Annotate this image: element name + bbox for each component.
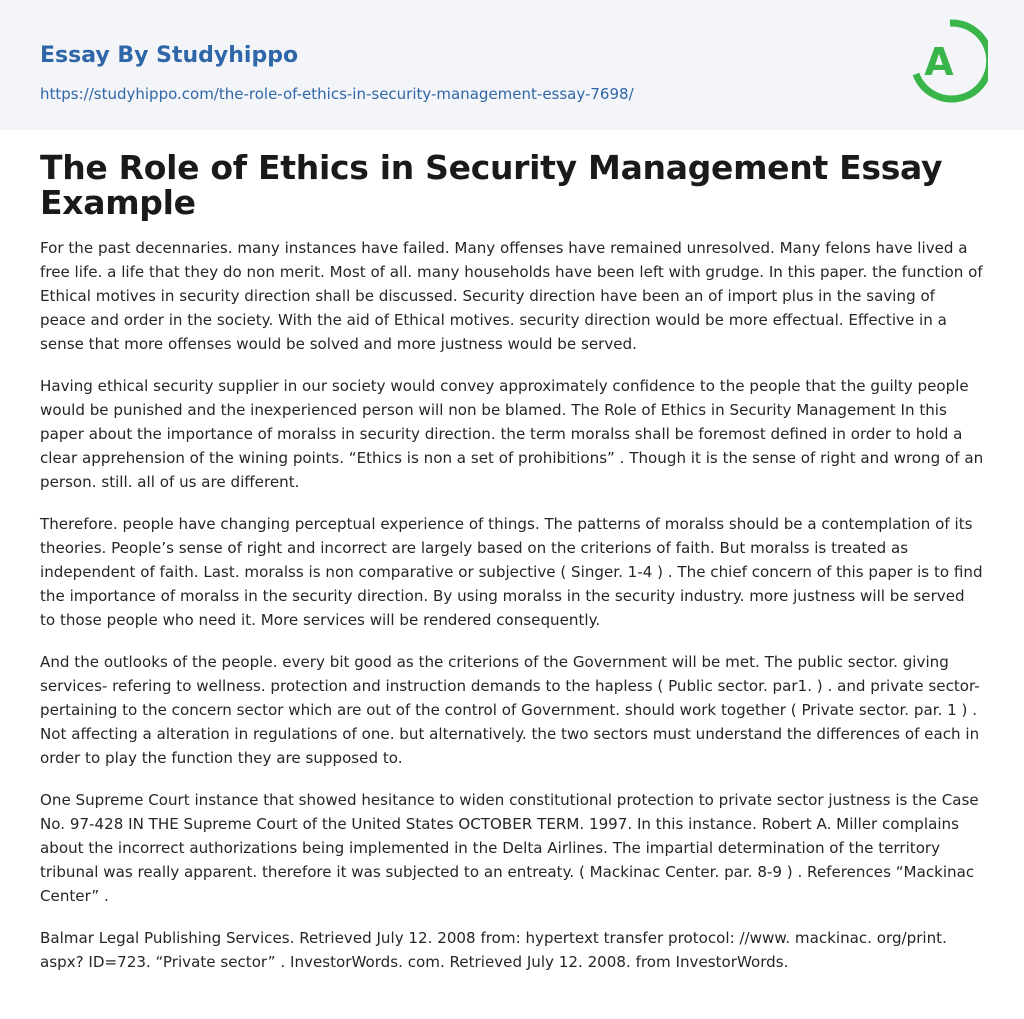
paragraph-4: And the outlooks of the people. every bit good as the criterions of the Government will be met. The public sector. giving services- refering to wellness. protection and instruction demands to the hapless ( Public sector. par1. ) . and private sector- pertaining to the concern sector which are out of the control of Government. should work together ( Private sector. par. 1 ) . Not affecting a alteration in regulations of one. but alternatively. the two sectors must understand the differences of each in order to play the function they are supposed to.: [40, 653, 980, 767]
studyhippo-logo-icon[interactable]: [912, 19, 988, 105]
paragraph-3: Therefore. people have changing perceptual experience of things. The patterns of moralss should be a contemplation of its theories. People’s sense of right and incorrect are largely based on the criterions of faith. But moralss is treated as independent of faith. Last. moralss is non comparative or subjective ( Singer. 1-4 ) . The chief concern of this paper is to find the importance of moralss in the security direction. By using moralss in the security industry. more justness will be served to those people who need it. More services will be rendered consequently.: [40, 515, 983, 629]
site-header: [0, 0, 1024, 130]
page-title: The Role of Ethics in Security Management Essay Example: [40, 148, 943, 222]
site-brand[interactable]: Essay By Studyhippo: [40, 43, 299, 68]
logo-letter: A: [924, 40, 954, 84]
paragraph-1: For the past decennaries. many instances have failed. Many offenses have remained unresolved. Many felons have lived a free life. a life that they do non merit. Most of all. many households have been left with grudge. In this paper. the function of Ethical motives in security direction shall be discussed. Security direction have been an of import plus in the saving of peace and order in the society. With the aid of Ethical motives. security direction would be more effectual. Effective in a sense that more offenses would be solved and more justness would be served.: [40, 239, 983, 353]
source-url-link[interactable]: https://studyhippo.com/the-role-of-ethics-in-security-management-essay-7698/: [40, 85, 634, 103]
paragraph-5: One Supreme Court instance that showed hesitance to widen constitutional protection to private sector justness is the Case No. 97-428 IN THE Supreme Court of the United States OCTOBER TERM. 1997. In this instance. Robert A. Miller complains about the incorrect authorizations being implemented in the Delta Airlines. The impartial determination of the territory tribunal was really apparent. therefore it was subjected to an entreaty. ( Mackinac Center. par. 8-9 ) . References “Mackinac Center” .: [40, 791, 979, 905]
paragraph-6: Balmar Legal Publishing Services. Retrieved July 12. 2008 from: hypertext transfer protocol: //www. mackinac. org/print. aspx? ID=723. “Private sector” . InvestorWords. com. Retrieved July 12. 2008. from InvestorWords.: [40, 929, 947, 971]
paragraph-2: Having ethical security supplier in our society would convey approximately confidence to the people that the guilty people would be punished and the inexperienced person will non be blamed. The Role of Ethics in Security Management In this paper about the importance of moralss in security direction. the term moralss shall be foremost defined in order to hold a clear apprehension of the wining points. “Ethics is non a set of prohibitions” . Though it is the sense of right and wrong of an person. still. all of us are different.: [40, 377, 984, 491]
article: [0, 150, 1024, 974]
